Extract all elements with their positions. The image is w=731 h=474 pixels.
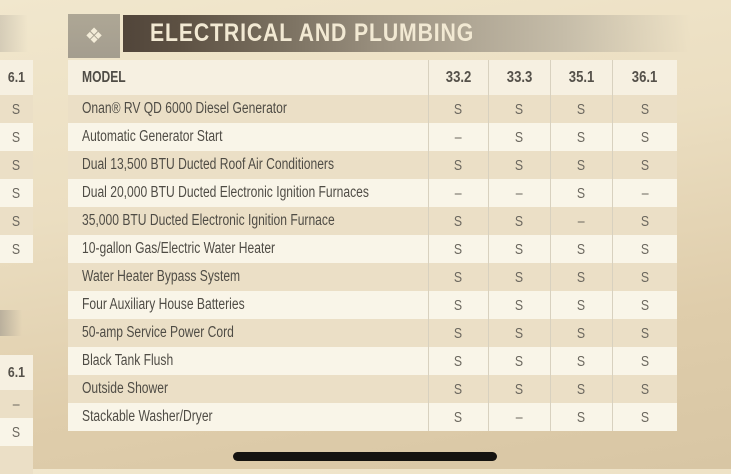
fragment-column-header: 6.1 (0, 60, 33, 95)
previous-table-fragment-top (0, 60, 33, 263)
table-row (68, 95, 677, 123)
table-row (68, 319, 677, 347)
spec-cell: S (428, 375, 488, 403)
spec-cell: S (612, 123, 677, 151)
spec-cell: S (612, 291, 677, 319)
section-icon-box (68, 14, 120, 58)
spec-cell: S (488, 347, 550, 375)
spec-cell: – (488, 403, 550, 431)
model-label: Stackable Washer/Dryer (82, 408, 213, 425)
spec-cell: S (488, 207, 550, 235)
spec-cell: S (550, 151, 612, 179)
spec-cell: S (550, 123, 612, 151)
electrical-plumbing-table (68, 60, 677, 431)
table-row (68, 151, 677, 179)
fragment-column-header: 6.1 (0, 355, 33, 390)
spec-cell: S (428, 207, 488, 235)
spec-cell: S (612, 207, 677, 235)
table-row (68, 375, 677, 403)
spec-cell: – (488, 179, 550, 207)
spec-cell: S (612, 151, 677, 179)
spec-cell: S (488, 123, 550, 151)
section-title: ELECTRICAL AND PLUMBING (150, 19, 475, 47)
spec-cell: S (428, 403, 488, 431)
column-header-35-1: 35.1 (550, 60, 612, 95)
model-label: Dual 13,500 BTU Ducted Roof Air Conditioners (82, 156, 335, 173)
section-title-bar (123, 15, 690, 52)
previous-table-fragment-bottom (0, 355, 33, 474)
spec-cell: S (0, 235, 33, 263)
spec-cell: S (488, 291, 550, 319)
model-column-header: MODEL (82, 68, 126, 86)
model-label: 10-gallon Gas/Electric Water Heater (82, 240, 276, 257)
spec-cell: – (428, 179, 488, 207)
spec-cell: S (428, 319, 488, 347)
spec-cell: S (612, 403, 677, 431)
model-label: 35,000 BTU Ducted Electronic Ignition Furnace (82, 212, 335, 229)
spec-cell: S (488, 235, 550, 263)
spec-cell: – (550, 207, 612, 235)
spec-cell: S (428, 151, 488, 179)
spec-cell: S (428, 347, 488, 375)
table-row (68, 123, 677, 151)
spec-cell: S (550, 319, 612, 347)
table-row (68, 235, 677, 263)
column-header-36-1: 36.1 (612, 60, 677, 95)
spec-cell: – (0, 390, 33, 418)
spec-cell: S (550, 263, 612, 291)
column-header-33-2: 33.2 (428, 60, 488, 95)
spec-cell: S (550, 291, 612, 319)
spec-cell: S (488, 375, 550, 403)
table-row (68, 179, 677, 207)
model-label: Water Heater Bypass System (82, 268, 241, 285)
spec-cell (0, 446, 33, 474)
model-label: Automatic Generator Start (82, 128, 223, 145)
spec-cell: S (488, 95, 550, 123)
spec-cell: S (550, 235, 612, 263)
column-header-33-3: 33.3 (488, 60, 550, 95)
table-row (68, 347, 677, 375)
model-label: Dual 20,000 BTU Ducted Electronic Ignition Furnaces (82, 184, 369, 201)
next-section-bar-fragment (0, 310, 22, 336)
spec-cell: S (612, 375, 677, 403)
spec-cell: S (428, 291, 488, 319)
spec-cell: S (488, 263, 550, 291)
spec-cell: S (428, 95, 488, 123)
horizontal-scrollbar-thumb[interactable] (233, 452, 497, 461)
spec-cell: S (488, 319, 550, 347)
spec-cell: S (612, 235, 677, 263)
spec-cell: S (428, 235, 488, 263)
model-label: Four Auxiliary House Batteries (82, 296, 245, 313)
four-diamonds-icon: ❖ (84, 24, 104, 48)
spec-cell: S (0, 179, 33, 207)
spec-cell: S (612, 95, 677, 123)
spec-cell: – (428, 123, 488, 151)
spec-cell: S (550, 95, 612, 123)
spec-cell: S (0, 207, 33, 235)
spec-cell: – (612, 179, 677, 207)
spec-cell: S (0, 418, 33, 446)
spec-cell: S (612, 347, 677, 375)
spec-cell: S (550, 403, 612, 431)
model-label: Outside Shower (82, 380, 169, 397)
spec-cell: S (488, 151, 550, 179)
table-row (68, 291, 677, 319)
spec-cell: S (0, 95, 33, 123)
spec-cell: S (550, 179, 612, 207)
model-label: Black Tank Flush (82, 352, 174, 369)
spec-cell: S (0, 123, 33, 151)
spec-cell: S (0, 151, 33, 179)
spec-cell: S (428, 263, 488, 291)
model-label: Onan® RV QD 6000 Diesel Generator (82, 100, 287, 117)
model-label: 50-amp Service Power Cord (82, 324, 234, 341)
spec-cell: S (550, 375, 612, 403)
table-header-row (68, 60, 677, 95)
table-row (68, 207, 677, 235)
spec-cell: S (612, 319, 677, 347)
table-row (68, 263, 677, 291)
spec-cell: S (612, 263, 677, 291)
previous-section-bar-fragment (0, 15, 28, 52)
spec-cell: S (550, 347, 612, 375)
table-row (68, 403, 677, 431)
